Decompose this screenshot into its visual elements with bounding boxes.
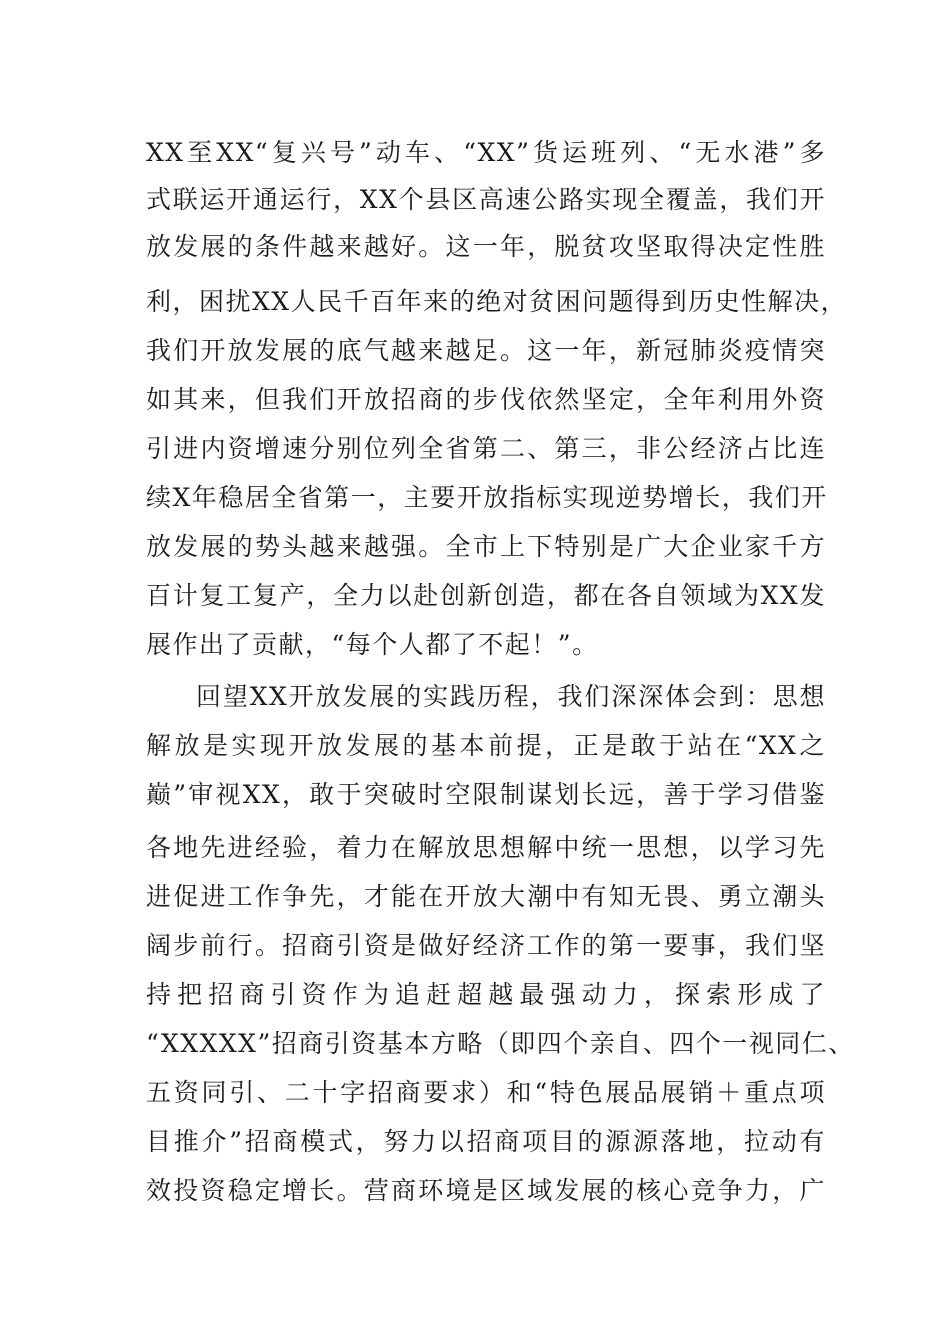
text-line: 持把招商引资作为追赶超越最强动力，探索形成了 (146, 980, 826, 1009)
text-line: 解放是实现开放发展的基本前提，正是敢于站在“XX之 (146, 731, 826, 760)
text-line: 如其来，但我们开放招商的步伐依然坚定，全年利用外资 (146, 385, 826, 414)
text-line: 五资同引、二十字招商要求）和“特色展品展销＋重点项 (146, 1078, 826, 1107)
paragraph-first-line: 回望XX开放发展的实践历程，我们深深体会到：思想 (196, 682, 826, 711)
text-line: 展作出了贡献，“每个人都了不起！”。 (146, 630, 599, 659)
text-line: 利，困扰XX人民千百年来的绝对贫困问题得到历史性解决， (146, 287, 848, 316)
text-line: XX至XX“复兴号”动车、“XX”货运班列、“无水港”多 (146, 138, 826, 167)
text-line: 效投资稳定增长。营商环境是区域发展的核心竞争力，广 (146, 1176, 826, 1205)
text-line: 式联运开通运行，XX个县区高速公路实现全覆盖，我们开 (146, 185, 826, 214)
text-line: 续X年稳居全省第一，主要开放指标实现逆势增长，我们开 (146, 483, 828, 512)
text-line: 目推介”招商模式，努力以招商项目的源源落地，拉动有 (146, 1127, 826, 1156)
text-line: 各地先进经验，着力在解放思想解中统一思想，以学习先 (146, 833, 826, 862)
text-line: 放发展的势头越来越强。全市上下特别是广大企业家千方 (146, 532, 826, 561)
text-line: 阔步前行。招商引资是做好经济工作的第一要事，我们坚 (146, 931, 826, 960)
text-line: 引进内资增速分别位列全省第二、第三，非公经济占比连 (146, 434, 826, 463)
text-line: “XXXXX”招商引资基本方略（即四个亲自、四个一视同仁、 (146, 1029, 855, 1058)
text-line: 放发展的条件越来越好。这一年，脱贫攻坚取得决定性胜 (146, 232, 826, 261)
text-line: 我们开放发展的底气越来越足。这一年，新冠肺炎疫情突 (146, 336, 826, 365)
text-line: 百计复工复产，全力以赴创新创造，都在各自领域为XX发 (146, 581, 826, 610)
text-line: 巅”审视XX，敢于突破时空限制谋划长远，善于学习借鉴 (146, 780, 826, 809)
text-line: 进促进工作争先，才能在开放大潮中有知无畏、勇立潮头 (146, 882, 826, 911)
